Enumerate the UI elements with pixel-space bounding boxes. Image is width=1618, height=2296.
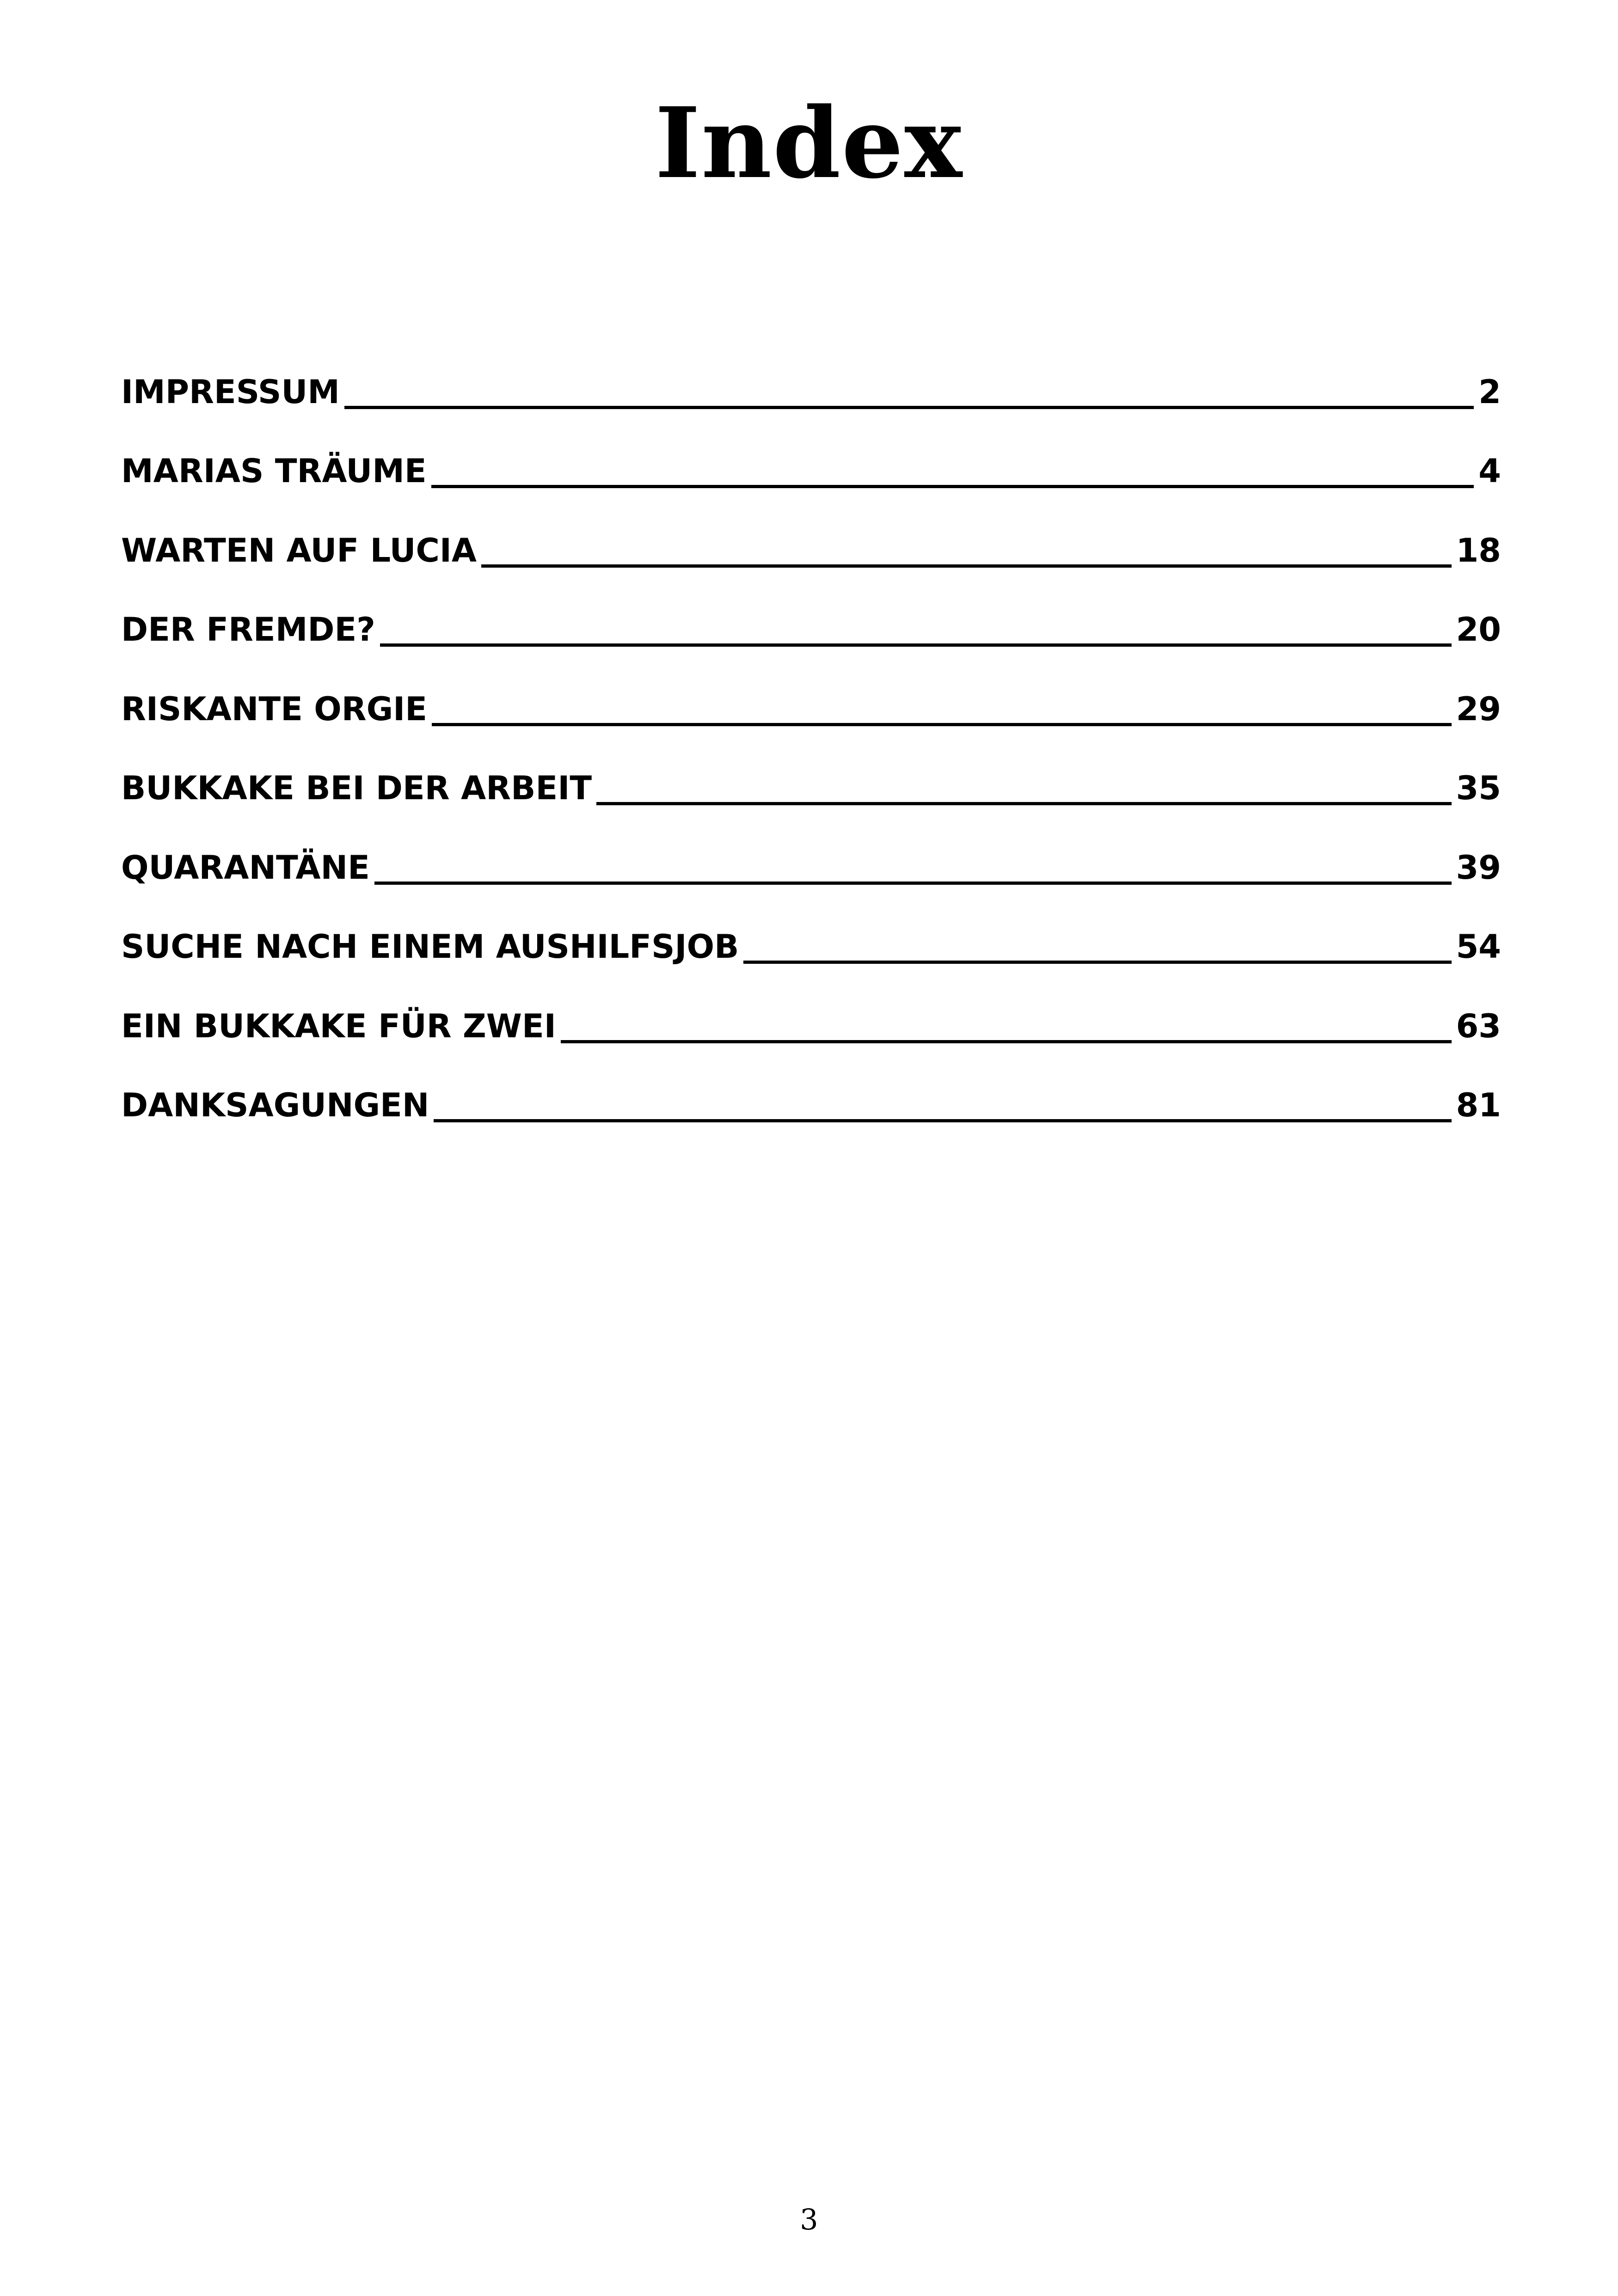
toc-leader-line [432, 723, 1452, 726]
toc-entry-danksagungen[interactable] [121, 1049, 1501, 1128]
toc-entry-page: 63 [1456, 1007, 1501, 1045]
toc-entry-quarantaene[interactable] [121, 811, 1501, 890]
toc-entry-suche-nach-einem-aushilfsjob[interactable] [121, 890, 1501, 970]
toc-entry-marias-traeume[interactable] [121, 415, 1501, 494]
table-of-contents [121, 335, 1501, 1128]
toc-leader-line [344, 406, 1474, 409]
toc-entry-title: MARIAS TRÄUME [121, 452, 427, 490]
toc-entry-page: 39 [1456, 848, 1501, 887]
toc-leader-line [434, 1119, 1451, 1122]
toc-leader-line [743, 961, 1451, 964]
toc-leader-line [380, 643, 1452, 647]
toc-entry-title: QUARANTÄNE [121, 848, 370, 887]
toc-entry-title: RISKANTE ORGIE [121, 690, 428, 728]
toc-entry-title: DANKSAGUNGEN [121, 1086, 429, 1124]
toc-entry-impressum[interactable] [121, 335, 1501, 415]
toc-leader-line [596, 802, 1451, 805]
toc-leader-line [561, 1040, 1452, 1043]
toc-entry-der-fremde[interactable] [121, 573, 1501, 653]
toc-leader-line [431, 485, 1474, 488]
toc-entry-title: BUKKAKE BEI DER ARBEIT [121, 769, 592, 807]
toc-entry-title: EIN BUKKAKE FÜR ZWEI [121, 1007, 556, 1045]
toc-entry-page: 54 [1456, 928, 1501, 966]
toc-entry-bukkake-bei-der-arbeit[interactable] [121, 732, 1501, 811]
toc-entry-page: 20 [1456, 611, 1501, 649]
toc-entry-page: 81 [1456, 1086, 1501, 1124]
toc-entry-page: 29 [1456, 690, 1501, 728]
toc-entry-title: DER FREMDE? [121, 611, 375, 649]
toc-entry-title: IMPRESSUM [121, 373, 340, 411]
toc-leader-line [481, 564, 1451, 568]
toc-entry-riskante-orgie[interactable] [121, 652, 1501, 732]
toc-entry-title: WARTEN AUF LUCIA [121, 531, 477, 569]
toc-entry-page: 4 [1478, 452, 1501, 490]
page-number: 3 [800, 2203, 818, 2236]
toc-entry-ein-bukkake-fuer-zwei[interactable] [121, 969, 1501, 1049]
toc-entry-page: 2 [1478, 373, 1501, 411]
toc-entry-warten-auf-lucia[interactable] [121, 494, 1501, 573]
page-title: Index [655, 86, 963, 200]
toc-leader-line [374, 882, 1452, 885]
toc-entry-title: SUCHE NACH EINEM AUSHILFSJOB [121, 928, 739, 966]
toc-entry-page: 18 [1456, 531, 1501, 569]
toc-entry-page: 35 [1456, 769, 1501, 807]
